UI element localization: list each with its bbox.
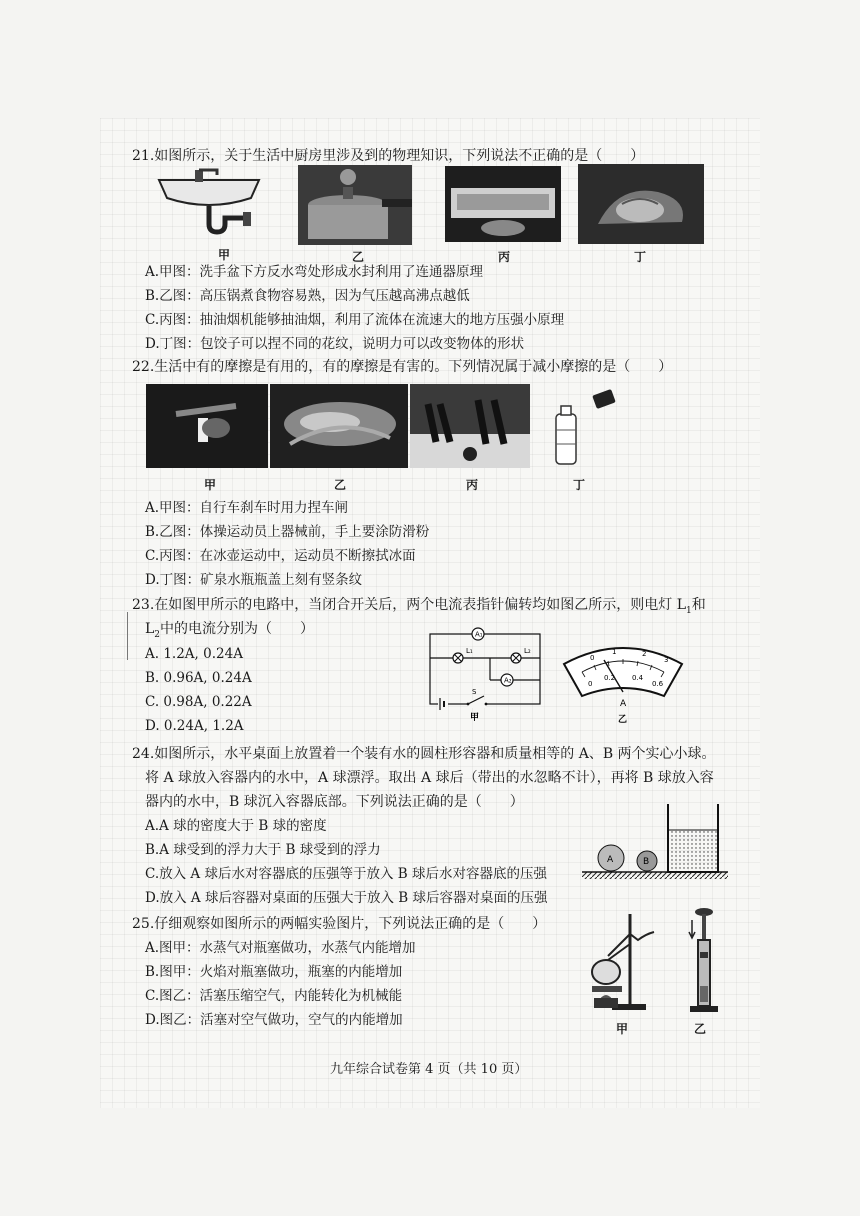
gymnast-photo [270, 384, 408, 468]
q21-option-a: A.甲图：洗手盆下方反水弯处形成水封利用了连通器原理 [145, 264, 484, 280]
circuit-diagram [424, 622, 548, 722]
dial-tick-bottom-2: 0.4 [632, 674, 644, 682]
dial-tick-top-3: 3 [664, 656, 669, 664]
q22-option-a: A.甲图：自行车刹车时用力捏车闸 [145, 500, 349, 516]
q21-caption-3: 丙 [498, 250, 511, 264]
q22-caption-2: 乙 [334, 478, 347, 492]
q22-option-d: D.丁图：矿泉水瓶瓶盖上刻有竖条纹 [145, 572, 363, 588]
q24-stem-line2: 将 A 球放入容器内的水中，A 球漂浮。取出 A 球后（带出的水忽略不计），再将 B 球放入容 [145, 770, 714, 786]
q25-option-b: B.图甲：火焰对瓶塞做功，瓶塞的内能增加 [145, 964, 403, 980]
dial-caption: 乙 [618, 715, 628, 725]
q21-stem: 21.如图所示，关于生活中厨房里涉及到的物理知识，下列说法不正确的是（ ） [132, 148, 645, 164]
q23-option-b: B. 0.96A, 0.24A [145, 670, 252, 686]
page-footer: 九年综合试卷第 4 页（共 10 页） [330, 1062, 528, 1077]
q25-stem: 25.仔细观察如图所示的两幅实验图片，下列说法正确的是（ ） [132, 916, 547, 932]
ball-b-label: B [643, 857, 650, 867]
dial-tick-bottom-3: 0.6 [652, 680, 664, 688]
q23-option-d: D. 0.24A, 1.2A [145, 718, 244, 734]
q22-option-c: C.丙图：在冰壶运动中，运动员不断擦拭冰面 [145, 548, 416, 564]
q23-stem-line1: 23.在如图甲所示的电路中，当闭合开关后，两个电流表指针偏转均如图乙所示，则电灯 $L_1$和 [132, 597, 706, 616]
circuit-caption: 甲 [470, 713, 480, 722]
q22-stem: 22.生活中有的摩擦是有用的，有的摩擦是有害的。下列情况属于减小摩擦的是（ ） [132, 359, 673, 375]
dial-tick-bottom-1: 0.2 [604, 674, 616, 682]
container-balls-diagram [582, 802, 728, 882]
curling-photo [410, 384, 530, 468]
ball-a-label: A [607, 855, 614, 865]
ammeter-dial [560, 636, 686, 728]
q22-caption-3: 丙 [466, 478, 479, 492]
q21-caption-4: 丁 [634, 250, 647, 264]
q25-option-a: A.图甲：水蒸气对瓶塞做功，水蒸气内能增加 [145, 940, 416, 956]
pressure-cooker-photo [298, 165, 412, 245]
dial-tick-bottom-0: 0 [588, 680, 593, 688]
circuit-label-l2: L₂ [524, 647, 531, 655]
circuit-label-switch: S [472, 688, 477, 696]
q24-stem-line1: 24.如图所示，水平桌面上放置着一个装有水的圆柱形容器和质量相等的 A、B 两个实心小球。 [132, 746, 716, 762]
q24-option-c: C.放入 A 球后水对容器底的压强等于放入 B 球后水对容器底的压强 [145, 866, 547, 882]
sink-image [155, 166, 263, 242]
water-bottle-image [550, 386, 620, 466]
down-arrow-icon [689, 920, 695, 938]
range-hood-photo [445, 166, 561, 242]
piston-cylinder-apparatus [680, 906, 720, 1018]
q24-option-b: B.A 球受到的浮力大于 B 球受到的浮力 [145, 842, 381, 858]
dial-tick-top-2: 2 [642, 650, 647, 658]
q21-option-b: B.乙图：高压锅煮食物容易熟，因为气压越高沸点越低 [145, 288, 470, 304]
q22-option-b: B.乙图：体操运动员上器械前，手上要涂防滑粉 [145, 524, 430, 540]
q24-stem-line3: 器内的水中，B 球沉入容器底部。下列说法正确的是（ ） [145, 794, 524, 810]
q22-caption-4: 丁 [573, 478, 586, 492]
circuit-label-a2: A₂ [504, 676, 512, 685]
flask-icon [592, 960, 620, 984]
q25-option-d: D.图乙：活塞对空气做功，空气的内能增加 [145, 1012, 403, 1028]
bicycle-brake-photo [146, 384, 268, 468]
q21-option-d: D.丁图：包饺子可以捏不同的花纹，说明力可以改变物体的形状 [145, 336, 525, 352]
q25-option-c: C.图乙：活塞压缩空气，内能转化为机械能 [145, 988, 403, 1004]
circuit-label-l1: L₁ [466, 647, 473, 655]
q24-option-a: A.A 球的密度大于 B 球的密度 [145, 818, 327, 834]
margin-line [127, 612, 128, 660]
q21-caption-2: 乙 [352, 250, 365, 264]
q23-option-c: C. 0.98A, 0.22A [145, 694, 252, 710]
q23-stem-line2: $L_2$中的电流分别为（ ） [145, 621, 315, 640]
steam-flask-apparatus [584, 910, 664, 1014]
q24-option-d: D.放入 A 球后容器对桌面的压强大于放入 B 球后容器对桌面的压强 [145, 890, 548, 906]
circuit-label-a1: A₁ [475, 630, 483, 639]
dial-tick-top-1: 1 [612, 648, 617, 656]
q25-caption-1: 甲 [616, 1022, 629, 1036]
q21-caption-1: 甲 [218, 248, 231, 262]
dial-tick-top-0: 0 [590, 654, 595, 662]
q22-caption-1: 甲 [204, 478, 217, 492]
dumpling-photo [578, 164, 704, 244]
dial-unit: A [620, 699, 627, 709]
q23-option-a: A. 1.2A, 0.24A [145, 646, 243, 662]
q25-caption-2: 乙 [694, 1022, 707, 1036]
q21-option-c: C.丙图：抽油烟机能够抽油烟，利用了流体在流速大的地方压强小原理 [145, 312, 565, 328]
